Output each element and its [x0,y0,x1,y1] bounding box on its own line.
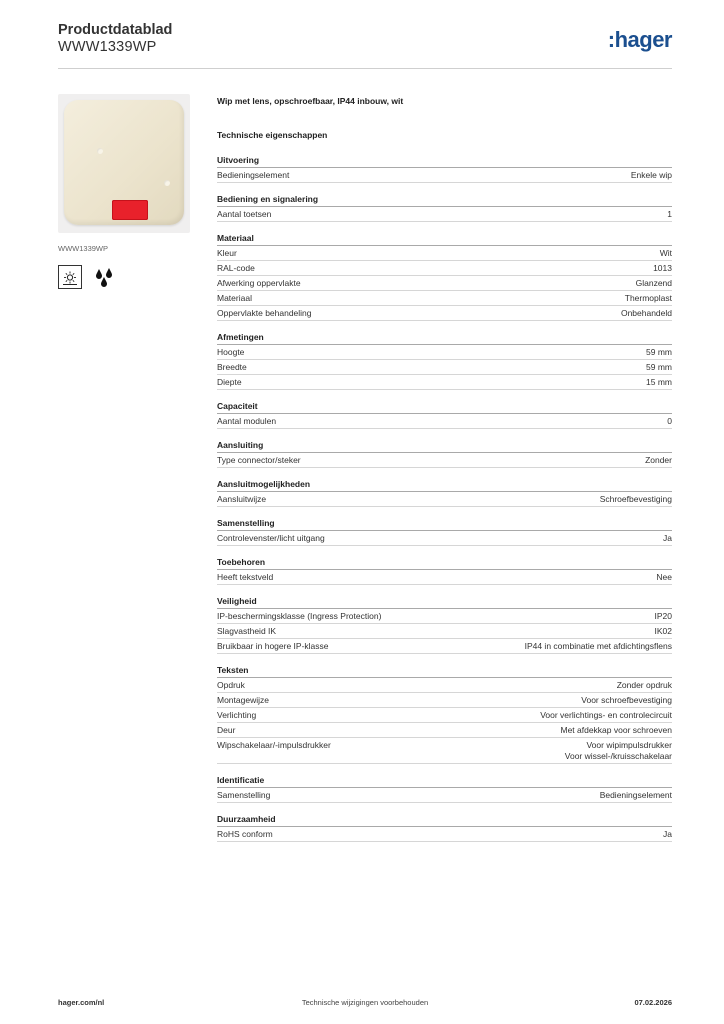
product-description: Wip met lens, opschroefbaar, IP44 inbouw, wit [217,96,404,106]
spec-value-line: Ja [663,532,672,543]
spec-label: Deur [217,724,236,735]
tech-properties-heading: Technische eigenschappen [217,130,328,140]
spec-row [217,291,672,306]
red-lens [112,200,148,220]
spec-value [667,416,672,427]
spec-value [653,263,672,274]
spec-value-line: Onbehandeld [620,307,672,318]
spec-value [656,572,672,583]
spec-label: Oppervlakte behandeling [217,307,312,318]
spec-row [217,708,672,723]
spec-label: Slagvastheid IK [217,625,277,636]
spec-value-line: Ja [663,828,672,839]
section-title: Bediening en signalering [217,194,672,207]
spec-row [217,345,672,360]
spec-value [581,695,672,706]
spec-value [560,725,672,736]
spec-row [217,414,672,429]
spec-value [631,170,672,181]
spec-value [621,308,672,319]
spec-label: Afwerking oppervlakte [217,277,301,288]
spec-label: Samenstelling [217,789,271,800]
footer-date: 07.02.2026 [634,998,672,1007]
spec-section [217,194,672,222]
spec-value-line: Schroefbevestiging [599,493,672,504]
section-title: Aansluiting [217,440,672,453]
spec-value-line: Glanzend [635,277,672,288]
footer-website-link[interactable]: hager.com/nl [58,998,105,1007]
spec-row [217,639,672,654]
section-title: Aansluitmogelijkheden [217,479,672,492]
section-title: Afmetingen [217,332,672,345]
spec-value-line: Enkele wip [630,169,672,180]
spec-value [667,209,672,220]
spec-value-line: Zonder [645,454,672,465]
spec-value-line: 0 [667,415,672,426]
spec-label: Wipschakelaar/-impulsdrukker [217,739,331,750]
spec-value [655,611,673,622]
spec-value-line: Bedieningselement [599,789,672,800]
screw-cap [164,180,170,186]
spec-value-line: 15 mm [646,376,672,387]
spec-value [645,455,672,466]
spec-row [217,306,672,321]
spec-row [217,609,672,624]
section-title: Veiligheid [217,596,672,609]
spec-row [217,276,672,291]
spec-value-line: 59 mm [646,346,672,357]
spec-row [217,624,672,639]
spec-label: Diepte [217,376,242,387]
header-divider [58,68,672,69]
spec-value-line: Zonder opdruk [616,679,672,690]
spec-section [217,401,672,429]
spec-value-line: 59 mm [646,361,672,372]
spec-value-line: Voor verlichtings- en controlecircuit [540,709,672,720]
spec-value-line: Voor schroefbevestiging [581,694,672,705]
section-title: Uitvoering [217,155,672,168]
spec-value [525,641,672,652]
spec-row [217,788,672,803]
spec-value [646,377,672,388]
spec-value [600,494,672,505]
spec-value-line: 1 [667,208,672,219]
section-title: Capaciteit [217,401,672,414]
spec-value-line: IP20 [654,610,672,621]
spec-label: Materiaal [217,292,252,303]
spec-value-line: 1013 [653,262,672,273]
spec-value [646,347,672,358]
spec-section [217,557,672,585]
spec-value-line: Wit [659,247,672,258]
spec-label: Breedte [217,361,247,372]
spec-value [655,626,673,637]
spec-section [217,518,672,546]
spec-row [217,738,672,764]
spec-value [540,710,672,721]
spec-value-line: Voor wipimpulsdrukker [586,739,672,750]
spec-section [217,479,672,507]
spec-value [636,278,672,289]
section-title: Identificatie [217,775,672,788]
section-title: Toebehoren [217,557,672,570]
spec-row [217,453,672,468]
spec-value [625,293,672,304]
specifications [217,96,672,842]
spec-row [217,207,672,222]
indoor-light-icon [58,265,82,289]
spec-value [565,740,672,762]
spec-section [217,332,672,390]
spec-value-line: IP44 in combinatie met afdichtingsflens [524,640,672,651]
spec-row [217,570,672,585]
spec-section [217,775,672,803]
spec-row [217,492,672,507]
spec-label: RAL-code [217,262,255,273]
spec-value [660,248,672,259]
spec-row [217,693,672,708]
section-title: Teksten [217,665,672,678]
spec-label: Verlichting [217,709,257,720]
spec-row [217,246,672,261]
spec-value-line: Voor wissel-/kruisschakelaar [564,750,672,761]
spec-label: Heeft tekstveld [217,571,274,582]
spec-label: RoHS conform [217,828,273,839]
spec-value-line: Nee [656,571,672,582]
image-caption: WWW1339WP [58,244,109,253]
spec-label: Bruikbaar in hogere IP-klasse [217,640,329,651]
spec-label: Aantal toetsen [217,208,272,219]
spec-value-line: Thermoplast [624,292,672,303]
spec-value [663,533,672,544]
spec-label: Kleur [217,247,237,258]
spec-label: IP-beschermingsklasse (Ingress Protection) [217,610,382,621]
spec-label: Aantal modulen [217,415,277,426]
spec-label: Bedieningselement [217,169,290,180]
spec-label: Opdruk [217,679,245,690]
spec-row [217,678,672,693]
page-header [58,22,672,70]
spec-label: Type connector/steker [217,454,301,465]
section-title: Duurzaamheid [217,814,672,827]
product-media [58,94,190,289]
spec-value-line: Met afdekkap voor schroeven [560,724,672,735]
hager-logo[interactable]: :hager [607,27,672,52]
spec-row [217,531,672,546]
section-title: Samenstelling [217,518,672,531]
product-image [58,94,190,233]
spec-row [217,168,672,183]
spec-row [217,360,672,375]
spec-label: Controlevenster/licht uitgang [217,532,325,543]
spec-value [663,829,672,840]
spec-section [217,440,672,468]
product-code: WWW1339WP [58,39,157,55]
property-icons [58,265,190,289]
spec-row [217,375,672,390]
spec-section [217,233,672,321]
water-drops-icon [92,265,116,289]
spec-section [217,155,672,183]
page-title: Productdatablad [58,22,173,38]
spec-value [617,680,672,691]
spec-row [217,723,672,738]
spec-section [217,665,672,764]
switch-plate [64,100,184,225]
spec-value [600,790,672,801]
spec-section [217,814,672,842]
section-title: Materiaal [217,233,672,246]
footer-note: Technische wijzigingen voorbehouden [301,998,429,1007]
spec-value-line: IK02 [654,625,672,636]
spec-row [217,261,672,276]
spec-row [217,827,672,842]
spec-sections [217,155,672,842]
spec-label: Aansluitwijze [217,493,267,504]
spec-label: Montagewijze [217,694,269,705]
spec-label: Hoogte [217,346,245,357]
spec-value [646,362,672,373]
spec-section [217,596,672,654]
screw-cap [97,148,103,154]
